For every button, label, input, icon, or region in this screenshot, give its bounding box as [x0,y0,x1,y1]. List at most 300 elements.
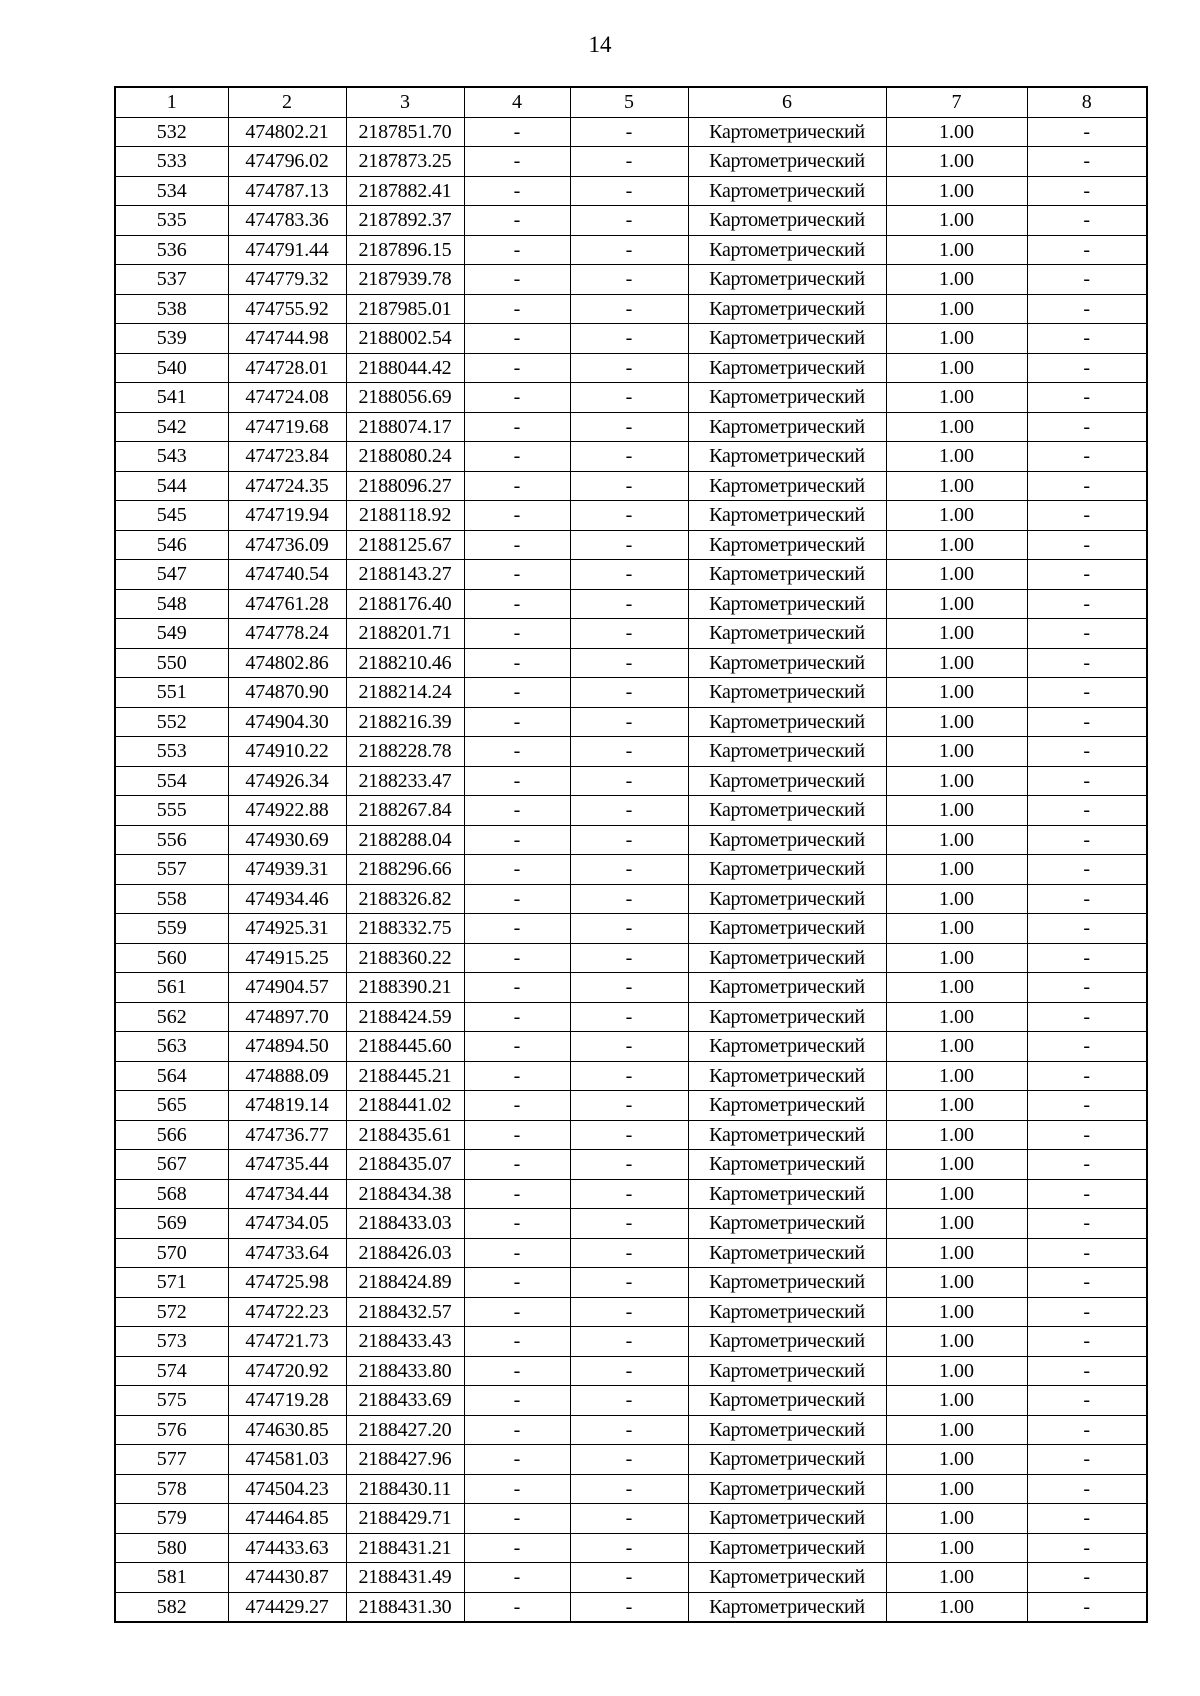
accuracy-cell: 1.00 [886,560,1027,590]
y-coordinate-cell: 2187896.15 [346,235,464,265]
method-cell: Картометрический [688,1445,886,1475]
x-coordinate-cell: 474721.73 [228,1327,346,1357]
column-8-cell: - [1027,855,1147,885]
x-coordinate-cell: 474504.23 [228,1474,346,1504]
y-coordinate-cell: 2188431.49 [346,1563,464,1593]
y-coordinate-cell: 2188332.75 [346,914,464,944]
y-coordinate-cell: 2188118.92 [346,501,464,531]
column-5-cell: - [570,1327,688,1357]
y-coordinate-cell: 2187851.70 [346,117,464,147]
table-row [115,1120,1147,1150]
column-8-cell: - [1027,707,1147,737]
method-cell: Картометрический [688,176,886,206]
column-5-cell: - [570,1268,688,1298]
y-coordinate-cell: 2188176.40 [346,589,464,619]
column-8-cell: - [1027,1356,1147,1386]
method-cell: Картометрический [688,1091,886,1121]
method-cell: Картометрический [688,294,886,324]
y-coordinate-cell: 2188427.96 [346,1445,464,1475]
method-cell: Картометрический [688,206,886,236]
column-5-cell: - [570,648,688,678]
x-coordinate-cell: 474755.92 [228,294,346,324]
column-8-cell: - [1027,825,1147,855]
point-number-cell: 533 [115,147,228,177]
column-5-cell: - [570,176,688,206]
x-coordinate-cell: 474724.35 [228,471,346,501]
x-coordinate-cell: 474719.68 [228,412,346,442]
table-row [115,1592,1147,1622]
method-cell: Картометрический [688,117,886,147]
column-4-cell: - [464,1415,570,1445]
accuracy-cell: 1.00 [886,914,1027,944]
y-coordinate-cell: 2188427.20 [346,1415,464,1445]
column-8-cell: - [1027,1120,1147,1150]
accuracy-cell: 1.00 [886,176,1027,206]
point-number-cell: 571 [115,1268,228,1298]
accuracy-cell: 1.00 [886,206,1027,236]
y-coordinate-cell: 2188233.47 [346,766,464,796]
column-8-cell: - [1027,324,1147,354]
x-coordinate-cell: 474783.36 [228,206,346,236]
column-5-cell: - [570,1415,688,1445]
column-5-cell: - [570,471,688,501]
point-number-cell: 582 [115,1592,228,1622]
table-row [115,383,1147,413]
y-coordinate-cell: 2188424.59 [346,1002,464,1032]
column-4-cell: - [464,530,570,560]
column-8-cell: - [1027,1386,1147,1416]
table-row [115,324,1147,354]
point-number-cell: 538 [115,294,228,324]
column-header: 3 [346,87,464,117]
table-row [115,176,1147,206]
point-number-cell: 572 [115,1297,228,1327]
accuracy-cell: 1.00 [886,294,1027,324]
column-8-cell: - [1027,1474,1147,1504]
column-8-cell: - [1027,117,1147,147]
method-cell: Картометрический [688,530,886,560]
method-cell: Картометрический [688,1415,886,1445]
point-number-cell: 562 [115,1002,228,1032]
column-5-cell: - [570,1533,688,1563]
column-8-cell: - [1027,147,1147,177]
column-8-cell: - [1027,589,1147,619]
column-5-cell: - [570,147,688,177]
column-5-cell: - [570,1002,688,1032]
column-5-cell: - [570,884,688,914]
column-4-cell: - [464,1445,570,1475]
method-cell: Картометрический [688,1209,886,1239]
point-number-cell: 555 [115,796,228,826]
column-5-cell: - [570,707,688,737]
point-number-cell: 534 [115,176,228,206]
column-4-cell: - [464,442,570,472]
method-cell: Картометрический [688,796,886,826]
table-row [115,884,1147,914]
x-coordinate-cell: 474744.98 [228,324,346,354]
column-5-cell: - [570,943,688,973]
column-8-cell: - [1027,530,1147,560]
column-header: 4 [464,87,570,117]
column-8-cell: - [1027,471,1147,501]
column-8-cell: - [1027,1533,1147,1563]
method-cell: Картометрический [688,412,886,442]
column-8-cell: - [1027,1327,1147,1357]
column-4-cell: - [464,678,570,708]
column-4-cell: - [464,1238,570,1268]
accuracy-cell: 1.00 [886,442,1027,472]
column-4-cell: - [464,619,570,649]
y-coordinate-cell: 2188056.69 [346,383,464,413]
column-header: 1 [115,87,228,117]
point-number-cell: 563 [115,1032,228,1062]
point-number-cell: 540 [115,353,228,383]
table-row [115,1032,1147,1062]
table-row [115,855,1147,885]
table-body [115,117,1147,1622]
y-coordinate-cell: 2188201.71 [346,619,464,649]
column-5-cell: - [570,914,688,944]
y-coordinate-cell: 2188074.17 [346,412,464,442]
table-row [115,1150,1147,1180]
y-coordinate-cell: 2188433.80 [346,1356,464,1386]
column-4-cell: - [464,973,570,1003]
table-row [115,1386,1147,1416]
column-8-cell: - [1027,1032,1147,1062]
column-4-cell: - [464,1297,570,1327]
y-coordinate-cell: 2188360.22 [346,943,464,973]
x-coordinate-cell: 474910.22 [228,737,346,767]
point-number-cell: 578 [115,1474,228,1504]
table-row [115,1179,1147,1209]
table-row [115,707,1147,737]
point-number-cell: 574 [115,1356,228,1386]
table-row [115,353,1147,383]
table-row [115,1415,1147,1445]
x-coordinate-cell: 474725.98 [228,1268,346,1298]
column-8-cell: - [1027,560,1147,590]
method-cell: Картометрический [688,1327,886,1357]
column-5-cell: - [570,235,688,265]
x-coordinate-cell: 474581.03 [228,1445,346,1475]
accuracy-cell: 1.00 [886,1356,1027,1386]
y-coordinate-cell: 2187873.25 [346,147,464,177]
accuracy-cell: 1.00 [886,855,1027,885]
accuracy-cell: 1.00 [886,530,1027,560]
table-row [115,1356,1147,1386]
column-5-cell: - [570,825,688,855]
column-5-cell: - [570,1032,688,1062]
accuracy-cell: 1.00 [886,1209,1027,1239]
accuracy-cell: 1.00 [886,1474,1027,1504]
x-coordinate-cell: 474722.23 [228,1297,346,1327]
accuracy-cell: 1.00 [886,1061,1027,1091]
table-row [115,825,1147,855]
point-number-cell: 554 [115,766,228,796]
column-4-cell: - [464,147,570,177]
x-coordinate-cell: 474728.01 [228,353,346,383]
column-5-cell: - [570,973,688,1003]
method-cell: Картометрический [688,825,886,855]
column-4-cell: - [464,1268,570,1298]
x-coordinate-cell: 474719.28 [228,1386,346,1416]
column-8-cell: - [1027,737,1147,767]
column-5-cell: - [570,766,688,796]
column-8-cell: - [1027,1179,1147,1209]
accuracy-cell: 1.00 [886,324,1027,354]
point-number-cell: 535 [115,206,228,236]
column-header: 7 [886,87,1027,117]
point-number-cell: 546 [115,530,228,560]
x-coordinate-cell: 474870.90 [228,678,346,708]
accuracy-cell: 1.00 [886,1150,1027,1180]
method-cell: Картометрический [688,1032,886,1062]
x-coordinate-cell: 474796.02 [228,147,346,177]
column-4-cell: - [464,589,570,619]
point-number-cell: 539 [115,324,228,354]
point-number-cell: 569 [115,1209,228,1239]
method-cell: Картометрический [688,1504,886,1534]
column-8-cell: - [1027,1238,1147,1268]
column-4-cell: - [464,1032,570,1062]
table-row [115,796,1147,826]
accuracy-cell: 1.00 [886,147,1027,177]
x-coordinate-cell: 474894.50 [228,1032,346,1062]
accuracy-cell: 1.00 [886,678,1027,708]
method-cell: Картометрический [688,324,886,354]
accuracy-cell: 1.00 [886,1415,1027,1445]
x-coordinate-cell: 474734.05 [228,1209,346,1239]
y-coordinate-cell: 2188429.71 [346,1504,464,1534]
point-number-cell: 550 [115,648,228,678]
column-8-cell: - [1027,294,1147,324]
method-cell: Картометрический [688,1061,886,1091]
column-8-cell: - [1027,1415,1147,1445]
column-5-cell: - [570,501,688,531]
y-coordinate-cell: 2188430.11 [346,1474,464,1504]
point-number-cell: 570 [115,1238,228,1268]
column-8-cell: - [1027,914,1147,944]
x-coordinate-cell: 474925.31 [228,914,346,944]
x-coordinate-cell: 474888.09 [228,1061,346,1091]
column-8-cell: - [1027,1150,1147,1180]
column-4-cell: - [464,825,570,855]
column-8-cell: - [1027,1445,1147,1475]
column-5-cell: - [570,1209,688,1239]
column-5-cell: - [570,1445,688,1475]
column-8-cell: - [1027,412,1147,442]
column-4-cell: - [464,1356,570,1386]
accuracy-cell: 1.00 [886,235,1027,265]
column-5-cell: - [570,1386,688,1416]
accuracy-cell: 1.00 [886,1091,1027,1121]
column-4-cell: - [464,737,570,767]
table-row [115,1533,1147,1563]
y-coordinate-cell: 2188288.04 [346,825,464,855]
point-number-cell: 532 [115,117,228,147]
point-number-cell: 544 [115,471,228,501]
point-number-cell: 542 [115,412,228,442]
accuracy-cell: 1.00 [886,1268,1027,1298]
method-cell: Картометрический [688,1150,886,1180]
y-coordinate-cell: 2188143.27 [346,560,464,590]
x-coordinate-cell: 474630.85 [228,1415,346,1445]
method-cell: Картометрический [688,619,886,649]
table-row [115,766,1147,796]
x-coordinate-cell: 474922.88 [228,796,346,826]
column-4-cell: - [464,1533,570,1563]
column-5-cell: - [570,619,688,649]
accuracy-cell: 1.00 [886,1032,1027,1062]
column-8-cell: - [1027,884,1147,914]
x-coordinate-cell: 474736.09 [228,530,346,560]
accuracy-cell: 1.00 [886,501,1027,531]
x-coordinate-cell: 474733.64 [228,1238,346,1268]
method-cell: Картометрический [688,147,886,177]
method-cell: Картометрический [688,1120,886,1150]
column-8-cell: - [1027,648,1147,678]
method-cell: Картометрический [688,1179,886,1209]
column-8-cell: - [1027,442,1147,472]
x-coordinate-cell: 474430.87 [228,1563,346,1593]
column-5-cell: - [570,353,688,383]
table-row [115,560,1147,590]
column-4-cell: - [464,265,570,295]
method-cell: Картометрический [688,560,886,590]
point-number-cell: 575 [115,1386,228,1416]
accuracy-cell: 1.00 [886,1327,1027,1357]
column-8-cell: - [1027,235,1147,265]
column-4-cell: - [464,1327,570,1357]
column-8-cell: - [1027,265,1147,295]
column-5-cell: - [570,294,688,324]
y-coordinate-cell: 2188267.84 [346,796,464,826]
table-row [115,1327,1147,1357]
point-number-cell: 558 [115,884,228,914]
accuracy-cell: 1.00 [886,1386,1027,1416]
method-cell: Картометрический [688,1592,886,1622]
table-row [115,678,1147,708]
accuracy-cell: 1.00 [886,1238,1027,1268]
table-row [115,294,1147,324]
point-number-cell: 556 [115,825,228,855]
column-5-cell: - [570,383,688,413]
x-coordinate-cell: 474724.08 [228,383,346,413]
column-4-cell: - [464,1563,570,1593]
method-cell: Картометрический [688,943,886,973]
column-8-cell: - [1027,1061,1147,1091]
page-number: 14 [588,32,612,57]
table-row [115,235,1147,265]
x-coordinate-cell: 474904.30 [228,707,346,737]
column-4-cell: - [464,1002,570,1032]
table-row [115,943,1147,973]
column-8-cell: - [1027,766,1147,796]
method-cell: Картометрический [688,1533,886,1563]
point-number-cell: 541 [115,383,228,413]
accuracy-cell: 1.00 [886,1533,1027,1563]
y-coordinate-cell: 2188433.03 [346,1209,464,1239]
x-coordinate-cell: 474791.44 [228,235,346,265]
column-8-cell: - [1027,353,1147,383]
column-4-cell: - [464,412,570,442]
method-cell: Картометрический [688,1356,886,1386]
y-coordinate-cell: 2188390.21 [346,973,464,1003]
x-coordinate-cell: 474897.70 [228,1002,346,1032]
x-coordinate-cell: 474778.24 [228,619,346,649]
column-8-cell: - [1027,383,1147,413]
column-4-cell: - [464,1061,570,1091]
x-coordinate-cell: 474787.13 [228,176,346,206]
method-cell: Картометрический [688,1268,886,1298]
header-row [115,87,1147,117]
accuracy-cell: 1.00 [886,1563,1027,1593]
x-coordinate-cell: 474802.21 [228,117,346,147]
table-row [115,1002,1147,1032]
column-header: 2 [228,87,346,117]
column-5-cell: - [570,206,688,236]
table-row [115,265,1147,295]
table-row [115,442,1147,472]
point-number-cell: 553 [115,737,228,767]
column-4-cell: - [464,176,570,206]
x-coordinate-cell: 474819.14 [228,1091,346,1121]
column-8-cell: - [1027,501,1147,531]
column-4-cell: - [464,796,570,826]
accuracy-cell: 1.00 [886,412,1027,442]
column-4-cell: - [464,1179,570,1209]
point-number-cell: 576 [115,1415,228,1445]
column-4-cell: - [464,1474,570,1504]
table-row [115,1297,1147,1327]
column-8-cell: - [1027,619,1147,649]
column-5-cell: - [570,1563,688,1593]
x-coordinate-cell: 474802.86 [228,648,346,678]
method-cell: Картометрический [688,707,886,737]
method-cell: Картометрический [688,973,886,1003]
table-row [115,1209,1147,1239]
method-cell: Картометрический [688,678,886,708]
column-8-cell: - [1027,176,1147,206]
column-5-cell: - [570,1474,688,1504]
y-coordinate-cell: 2188433.69 [346,1386,464,1416]
y-coordinate-cell: 2187882.41 [346,176,464,206]
y-coordinate-cell: 2188326.82 [346,884,464,914]
table-row [115,1445,1147,1475]
y-coordinate-cell: 2188426.03 [346,1238,464,1268]
method-cell: Картометрический [688,383,886,413]
accuracy-cell: 1.00 [886,471,1027,501]
column-8-cell: - [1027,206,1147,236]
table-row [115,1061,1147,1091]
column-4-cell: - [464,501,570,531]
column-5-cell: - [570,1592,688,1622]
point-number-cell: 566 [115,1120,228,1150]
method-cell: Картометрический [688,265,886,295]
y-coordinate-cell: 2188096.27 [346,471,464,501]
method-cell: Картометрический [688,1297,886,1327]
column-5-cell: - [570,412,688,442]
accuracy-cell: 1.00 [886,648,1027,678]
point-number-cell: 545 [115,501,228,531]
point-number-cell: 573 [115,1327,228,1357]
point-number-cell: 536 [115,235,228,265]
table-row [115,589,1147,619]
column-8-cell: - [1027,1297,1147,1327]
accuracy-cell: 1.00 [886,589,1027,619]
x-coordinate-cell: 474719.94 [228,501,346,531]
x-coordinate-cell: 474926.34 [228,766,346,796]
